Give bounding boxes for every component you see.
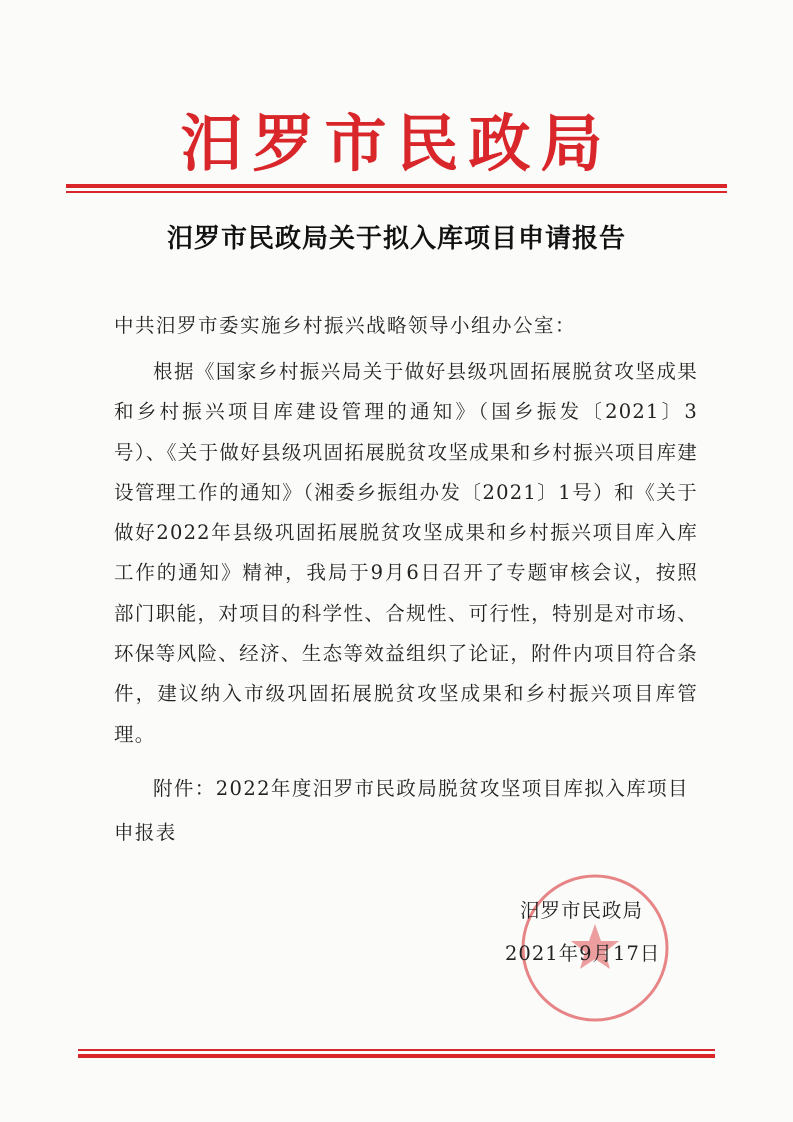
document-title: 汨罗市民政局关于拟入库项目申请报告 <box>166 224 626 254</box>
footer-rule-thin <box>78 1049 715 1051</box>
attachment-note: 附件：2022年度汨罗市民政局脱贫攻坚项目库拟入库项目申报表 <box>114 777 689 844</box>
body-paragraph: 根据《国家乡村振兴局关于做好县级巩固拓展脱贫攻坚成果和乡村振兴项目库建设管理的通知》（国乡振发〔2021〕3号）、《关于做好县级巩固拓展脱贫攻坚成果和乡村振兴项目库建设管理工作的通知》（湘委乡振组办发〔2021〕1号）和《关于做好2022年县级巩固拓展脱贫攻坚成果和乡村振兴项目库入库工作的通知》精神，我局于9月6日召开了专题审核会议，按照部门职能，对项目的科学性、合规性、可行性，特别是对市场、环保等风险、经济、生态等效益组织了论证，附件内项目符合条件，建议纳入市级巩固拓展脱贫攻坚成果和乡村振兴项目库管理。 <box>114 360 698 746</box>
recipient-line: 中共汨罗市委实施乡村振兴战略领导小组办公室： <box>114 314 577 337</box>
document-header-org-name: 汨罗市民政局 <box>180 107 613 180</box>
header-rule-thick <box>66 184 727 188</box>
footer-red-rule <box>78 1049 715 1059</box>
signature-org: 汨罗市民政局 <box>520 899 644 922</box>
signature-date: 2021年9月17日 <box>505 942 661 965</box>
header-rule-thin <box>66 191 727 193</box>
footer-rule-thick <box>78 1054 715 1058</box>
header-red-rule <box>66 184 727 195</box>
